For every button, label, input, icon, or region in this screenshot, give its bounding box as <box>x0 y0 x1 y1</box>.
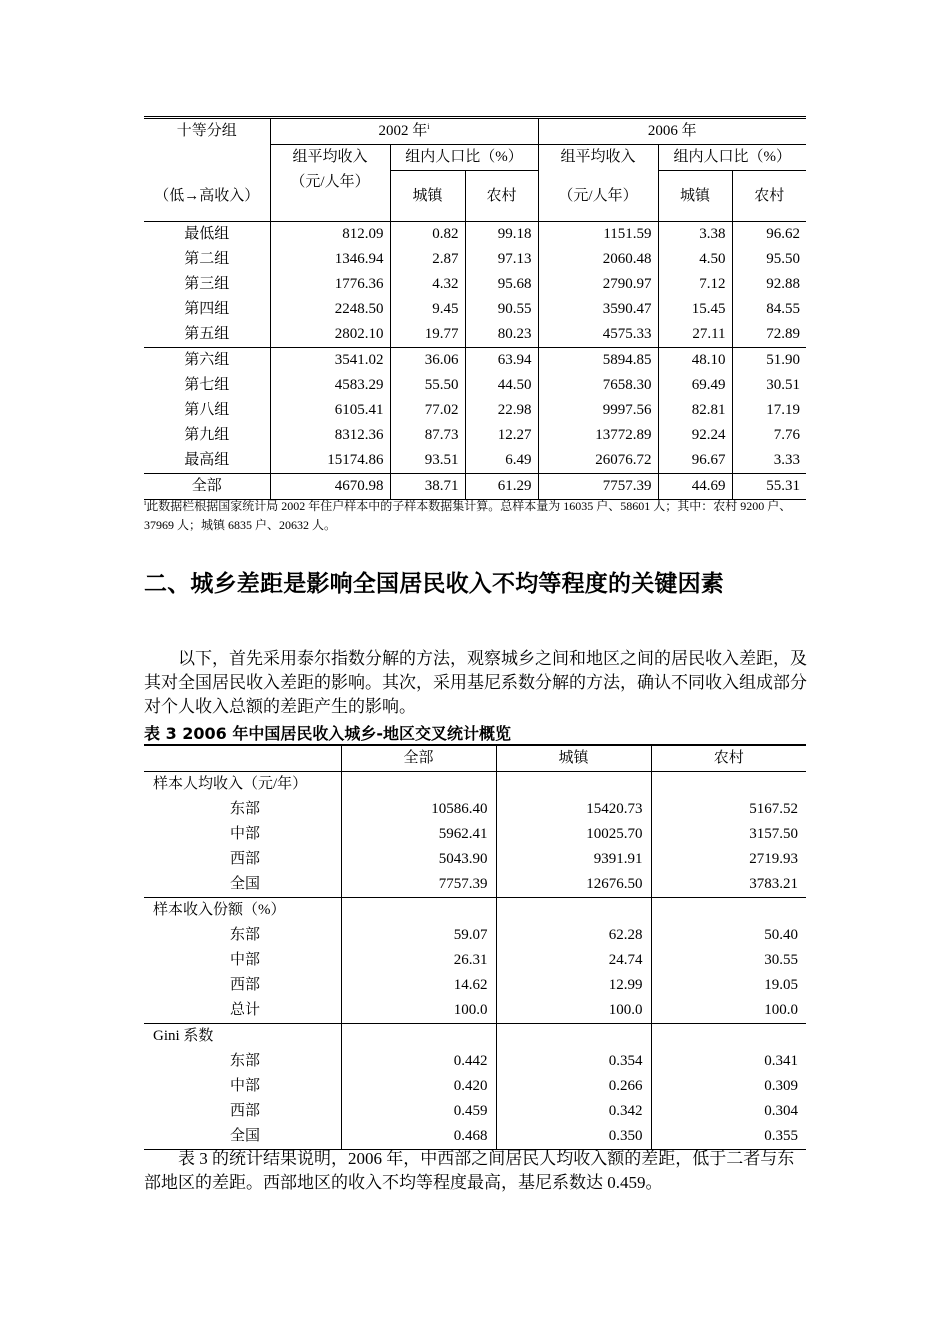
cell-a-inc: 6105.41 <box>270 398 390 423</box>
cell-b-rur: 84.55 <box>732 297 806 322</box>
paragraph-intro: 以下，首先采用泰尔指数分解的方法，观察城乡之间和地区之间的居民收入差距，及其对全国居民收入差距的影响。其次，采用基尼系数分解的方法，确认不同收入组成部分对个人收入总额的差距产生的影响。 <box>144 649 807 716</box>
region-label: 西部 <box>230 977 261 993</box>
value-cell: 24.74 <box>496 948 651 973</box>
table-row <box>144 322 806 348</box>
cell-a-inc: 4670.98 <box>270 474 390 500</box>
region-label: 中部 <box>230 826 261 842</box>
table-row <box>144 423 806 448</box>
cell-a-inc: 15174.86 <box>270 448 390 474</box>
table-row <box>144 847 806 872</box>
t3-header-blank <box>144 745 341 772</box>
cell-a-urb: 19.77 <box>390 322 465 348</box>
value-cell: 0.309 <box>651 1074 806 1099</box>
table-row <box>144 998 806 1024</box>
group-label: 第四组 <box>144 297 270 322</box>
group-label: 第九组 <box>144 423 270 448</box>
region-label: 东部 <box>230 1053 261 1069</box>
table-row <box>144 448 806 474</box>
table-row <box>144 348 806 374</box>
urban-rural-region-table <box>144 744 806 1150</box>
empty-cell <box>341 1024 496 1050</box>
cell-b-inc: 13772.89 <box>538 423 658 448</box>
cell-b-urb: 48.10 <box>658 348 732 374</box>
table-row <box>144 222 806 248</box>
cell-b-urb: 96.67 <box>658 448 732 474</box>
value-cell: 5167.52 <box>651 797 806 822</box>
cell-a-urb: 9.45 <box>390 297 465 322</box>
value-cell: 12676.50 <box>496 872 651 898</box>
cell-a-rur: 61.29 <box>465 474 538 500</box>
empty-cell <box>496 898 651 924</box>
cell-b-urb: 69.49 <box>658 373 732 398</box>
region-label: 全国 <box>144 1124 341 1150</box>
cell-a-inc: 8312.36 <box>270 423 390 448</box>
header-unit-a: （元/人年） <box>270 171 390 222</box>
cell-a-inc: 1346.94 <box>270 247 390 272</box>
table3-caption: 表 3 2006 年中国居民收入城乡-地区交叉统计概览 <box>144 724 512 743</box>
value-cell: 9391.91 <box>496 847 651 872</box>
cell-a-urb: 93.51 <box>390 448 465 474</box>
group-title: 样本收入份额（%） <box>144 898 341 924</box>
cell-b-inc: 7757.39 <box>538 474 658 500</box>
value-cell: 12.99 <box>496 973 651 998</box>
group-title: Gini 系数 <box>144 1024 341 1050</box>
group-label: 第六组 <box>144 348 270 374</box>
cell-b-urb: 82.81 <box>658 398 732 423</box>
header-avg-income-b: 组平均收入 <box>538 145 658 171</box>
empty-cell <box>651 898 806 924</box>
value-cell: 5043.90 <box>341 847 496 872</box>
cell-a-urb: 77.02 <box>390 398 465 423</box>
value-cell: 100.0 <box>496 998 651 1024</box>
value-cell: 26.31 <box>341 948 496 973</box>
cell-b-rur: 55.31 <box>732 474 806 500</box>
header-year-2002: 2002 年$^i$ <box>270 118 538 145</box>
group-label: 第二组 <box>144 247 270 272</box>
header-year-2006: 2006 年 <box>538 118 806 145</box>
cell-b-urb: 15.45 <box>658 297 732 322</box>
cell-b-inc: 2060.48 <box>538 247 658 272</box>
cell-a-urb: 4.32 <box>390 272 465 297</box>
cell-a-urb: 38.71 <box>390 474 465 500</box>
cell-b-rur: 17.19 <box>732 398 806 423</box>
region-label: 东部 <box>230 927 261 943</box>
section-heading: 二、城乡差距是影响全国居民收入不均等程度的关键因素 <box>144 571 724 597</box>
cell-a-rur: 44.50 <box>465 373 538 398</box>
cell-b-urb: 44.69 <box>658 474 732 500</box>
value-cell: 50.40 <box>651 923 806 948</box>
cell-a-inc: 2802.10 <box>270 322 390 348</box>
t3-header-rural: 农村 <box>651 745 806 772</box>
table-row <box>144 297 806 322</box>
t3-header-urban: 城镇 <box>496 745 651 772</box>
cell-b-inc: 2790.97 <box>538 272 658 297</box>
cell-b-inc: 9997.56 <box>538 398 658 423</box>
value-cell: 0.442 <box>341 1049 496 1074</box>
value-cell: 14.62 <box>341 973 496 998</box>
group-title: 样本人均收入（元/年） <box>144 772 341 798</box>
cell-b-inc: 7658.30 <box>538 373 658 398</box>
value-cell: 0.304 <box>651 1099 806 1124</box>
cell-b-inc: 4575.33 <box>538 322 658 348</box>
table-row <box>144 1099 806 1124</box>
cell-a-inc: 3541.02 <box>270 348 390 374</box>
cell-a-urb: 87.73 <box>390 423 465 448</box>
cell-b-inc: 1151.59 <box>538 222 658 248</box>
cell-a-inc: 2248.50 <box>270 297 390 322</box>
t3-header-all: 全部 <box>341 745 496 772</box>
value-cell: 2719.93 <box>651 847 806 872</box>
cell-a-rur: 6.49 <box>465 448 538 474</box>
cell-b-rur: 7.76 <box>732 423 806 448</box>
cell-a-inc: 4583.29 <box>270 373 390 398</box>
decile-income-table <box>144 116 806 500</box>
value-cell: 19.05 <box>651 973 806 998</box>
empty-cell <box>651 772 806 798</box>
group-row <box>144 772 806 798</box>
cell-a-rur: 80.23 <box>465 322 538 348</box>
empty-cell <box>496 1024 651 1050</box>
header-rural-b: 农村 <box>732 171 806 222</box>
cell-b-rur: 95.50 <box>732 247 806 272</box>
region-label: 总计 <box>230 1002 261 1018</box>
value-cell: 0.342 <box>496 1099 651 1124</box>
value-cell: 0.350 <box>496 1124 651 1150</box>
region-label: 西部 <box>230 1103 261 1119</box>
header-unit-b: （元/人年） <box>538 171 658 222</box>
cell-b-inc: 3590.47 <box>538 297 658 322</box>
header-urban-b: 城镇 <box>658 171 732 222</box>
header-avg-income-a: 组平均收入 <box>270 145 390 171</box>
cell-b-rur: 96.62 <box>732 222 806 248</box>
group-label: 全部 <box>144 474 270 500</box>
cell-b-urb: 27.11 <box>658 322 732 348</box>
value-cell: 0.355 <box>651 1124 806 1150</box>
cell-b-rur: 3.33 <box>732 448 806 474</box>
cell-b-rur: 92.88 <box>732 272 806 297</box>
value-cell: 15420.73 <box>496 797 651 822</box>
cell-b-inc: 5894.85 <box>538 348 658 374</box>
value-cell: 100.0 <box>651 998 806 1024</box>
table-footnote: $^i$此数据栏根据国家统计局 2002 年住户样本中的子样本数据集计算。总样本量为 16035 户、58601 人；其中：农村 9200 户、37969 人；城镇 6835 户、20632 人。 <box>144 498 792 532</box>
header-urban-a: 城镇 <box>390 171 465 222</box>
empty-cell <box>651 1024 806 1050</box>
group-label: 最低组 <box>144 222 270 248</box>
region-label: 东部 <box>230 801 261 817</box>
value-cell: 10586.40 <box>341 797 496 822</box>
cell-a-rur: 99.18 <box>465 222 538 248</box>
header-pop-ratio-b: 组内人口比（%） <box>658 145 806 171</box>
cell-a-urb: 0.82 <box>390 222 465 248</box>
region-label: 全国 <box>230 876 261 892</box>
group-label: 第八组 <box>144 398 270 423</box>
table-row <box>144 1074 806 1099</box>
value-cell: 5962.41 <box>341 822 496 847</box>
cell-a-rur: 22.98 <box>465 398 538 423</box>
cell-b-inc: 26076.72 <box>538 448 658 474</box>
table-row <box>144 1124 806 1150</box>
table-row <box>144 797 806 822</box>
header-pop-ratio-a: 组内人口比（%） <box>390 145 538 171</box>
table-row <box>144 373 806 398</box>
table-row <box>144 247 806 272</box>
cell-a-inc: 812.09 <box>270 222 390 248</box>
cell-b-rur: 30.51 <box>732 373 806 398</box>
cell-a-rur: 95.68 <box>465 272 538 297</box>
table-row <box>144 923 806 948</box>
table-row <box>144 822 806 847</box>
region-label: 中部 <box>230 1078 261 1094</box>
group-label: 最高组 <box>144 448 270 474</box>
value-cell: 3157.50 <box>651 822 806 847</box>
value-cell: 10025.70 <box>496 822 651 847</box>
value-cell: 100.0 <box>341 998 496 1024</box>
region-label: 西部 <box>230 851 261 867</box>
cell-a-rur: 12.27 <box>465 423 538 448</box>
value-cell: 62.28 <box>496 923 651 948</box>
value-cell: 59.07 <box>341 923 496 948</box>
cell-a-rur: 97.13 <box>465 247 538 272</box>
cell-b-urb: 92.24 <box>658 423 732 448</box>
header-group-col: 十等分组 <box>144 118 270 145</box>
header-blank <box>144 145 270 171</box>
value-cell: 0.266 <box>496 1074 651 1099</box>
value-cell: 0.341 <box>651 1049 806 1074</box>
group-row <box>144 898 806 924</box>
value-cell: 30.55 <box>651 948 806 973</box>
cell-a-rur: 90.55 <box>465 297 538 322</box>
cell-a-inc: 1776.36 <box>270 272 390 297</box>
cell-b-urb: 4.50 <box>658 247 732 272</box>
value-cell: 0.459 <box>341 1099 496 1124</box>
value-cell: 7757.39 <box>341 872 496 898</box>
group-label: 第五组 <box>144 322 270 348</box>
value-cell: 0.354 <box>496 1049 651 1074</box>
group-row <box>144 1024 806 1050</box>
table-row <box>144 398 806 423</box>
value-cell: 0.420 <box>341 1074 496 1099</box>
header-rural-a: 农村 <box>465 171 538 222</box>
cell-b-urb: 7.12 <box>658 272 732 297</box>
header-group-sub: （低→高收入） <box>144 171 270 222</box>
cell-b-rur: 51.90 <box>732 348 806 374</box>
empty-cell <box>496 772 651 798</box>
cell-b-urb: 3.38 <box>658 222 732 248</box>
table-row <box>144 948 806 973</box>
empty-cell <box>341 898 496 924</box>
table-row <box>144 272 806 297</box>
cell-b-rur: 72.89 <box>732 322 806 348</box>
group-label: 第七组 <box>144 373 270 398</box>
group-label: 第三组 <box>144 272 270 297</box>
table-row <box>144 973 806 998</box>
empty-cell <box>341 772 496 798</box>
table-row <box>144 872 806 898</box>
paragraph-conclusion: 表 3 的统计结果说明，2006 年，中西部之间居民人均收入额的差距，低于二者与东部地区的差距。西部地区的收入不均等程度最高，基尼系数达 0.459。 <box>144 1149 795 1192</box>
cell-a-urb: 2.87 <box>390 247 465 272</box>
cell-a-urb: 55.50 <box>390 373 465 398</box>
cell-a-rur: 63.94 <box>465 348 538 374</box>
cell-a-urb: 36.06 <box>390 348 465 374</box>
value-cell: 0.468 <box>341 1124 496 1150</box>
region-label: 中部 <box>230 952 261 968</box>
value-cell: 3783.21 <box>651 872 806 898</box>
table-row <box>144 1049 806 1074</box>
table-row <box>144 474 806 500</box>
